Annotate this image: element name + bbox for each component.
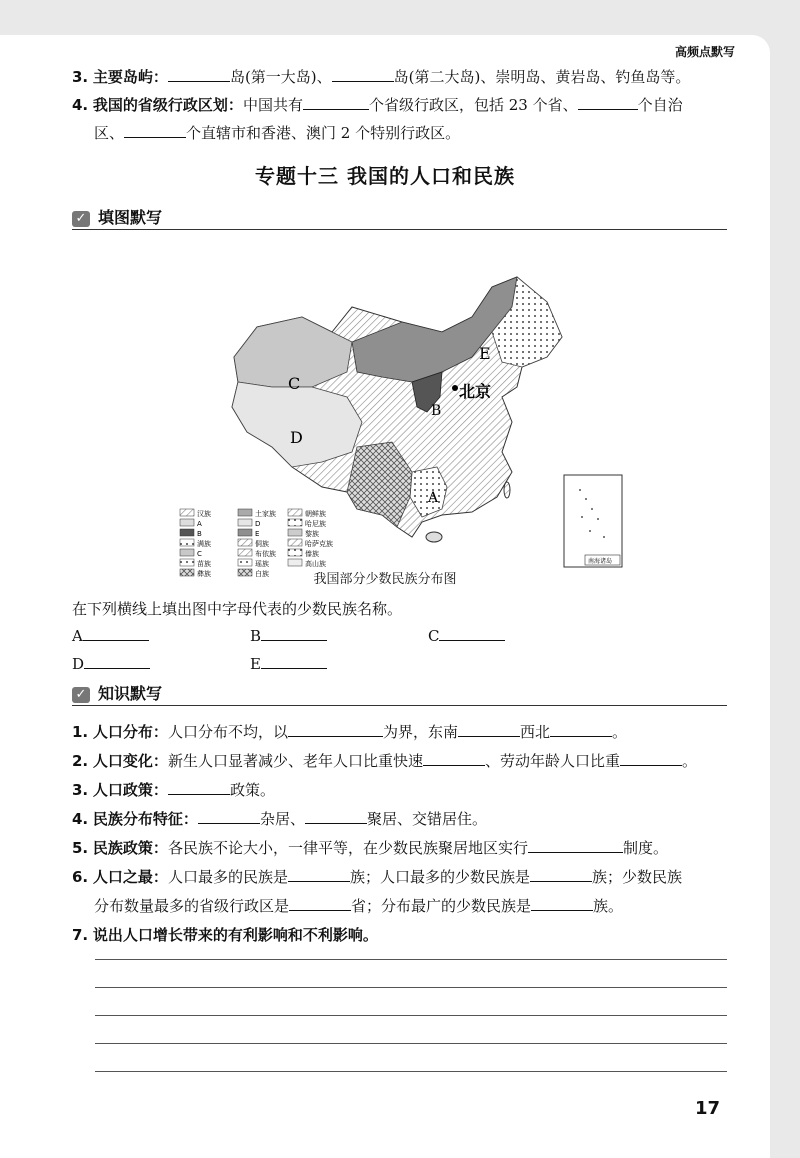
item-6-cont — [94, 895, 623, 916]
item-3 — [72, 779, 275, 800]
item-1-blank-2[interactable] — [458, 722, 520, 737]
legend-label: C — [197, 550, 202, 558]
item-4-blank-2[interactable] — [305, 809, 367, 824]
answer-line[interactable] — [95, 1043, 727, 1044]
fill-row-1 — [72, 626, 149, 645]
item-4-text-b: 聚居、交错居住。 — [366, 810, 487, 828]
legend-swatch — [238, 529, 252, 536]
ethnic-map — [172, 247, 624, 578]
legend-swatch — [288, 529, 302, 536]
item-6-text-b: 族；人口最多的少数民族是 — [349, 868, 530, 886]
section-fill-map — [72, 205, 727, 230]
legend-label: 侗族 — [255, 540, 269, 548]
q3-label: 主要岛屿： — [92, 68, 168, 86]
map-caption: 我国部分少数民族分布图 — [313, 572, 457, 587]
fill-blank-d[interactable] — [84, 654, 150, 669]
answer-line[interactable] — [95, 987, 727, 988]
item-1-blank-1[interactable] — [288, 722, 383, 737]
legend-label: 傣族 — [305, 550, 319, 558]
q4-blank-1[interactable] — [303, 95, 369, 110]
q3-blank-2[interactable] — [332, 67, 394, 82]
fill-blank-a[interactable] — [83, 626, 149, 641]
legend-swatch — [238, 559, 252, 566]
item-6-blank-3[interactable] — [289, 896, 351, 911]
answer-line[interactable] — [95, 1015, 727, 1016]
map-svg — [172, 247, 624, 578]
item-6-blank-4[interactable] — [531, 896, 593, 911]
legend-label: 汉族 — [197, 510, 211, 518]
legend-swatch — [180, 539, 194, 546]
item-6 — [72, 866, 682, 887]
q4-text-5: 个直辖市和香港、澳门 2 个特别行政区。 — [186, 124, 461, 142]
fill-blank-e[interactable] — [261, 654, 327, 669]
q4-text-1: 中国共有 — [242, 96, 303, 114]
map-letter-a: A — [428, 490, 439, 506]
section-fill-map-title: 填图默写 — [98, 208, 163, 227]
item-1-text-d: 。 — [611, 723, 627, 741]
hainan-island — [426, 532, 442, 542]
legend-swatch — [180, 559, 194, 566]
item-2-blank-1[interactable] — [423, 751, 485, 766]
item-2-number: 2. — [72, 752, 89, 770]
fill-label-e: E — [250, 655, 261, 673]
legend-swatch — [288, 549, 302, 556]
fill-row-2b — [250, 654, 327, 673]
legend-swatch — [180, 549, 194, 556]
legend-label: B — [197, 530, 202, 538]
item-5 — [72, 837, 668, 858]
item-5-text-a: 各民族不论大小，一律平等，在少数民族聚居地区实行 — [167, 839, 528, 857]
q3-text-1: 岛(第一大岛)、 — [229, 68, 332, 86]
legend-label: 满族 — [197, 540, 211, 548]
fill-row-1b — [250, 626, 327, 645]
q4-blank-2[interactable] — [578, 95, 638, 110]
beijing-marker — [452, 385, 458, 391]
legend-label: 彝族 — [197, 570, 211, 578]
question-4-cont — [94, 122, 460, 143]
map-letter-c: C — [288, 374, 301, 393]
item-2-text-a: 新生人口显著减少、老年人口比重快速 — [167, 752, 423, 770]
item-3-label: 人口政策： — [92, 781, 168, 799]
legend-swatch — [238, 519, 252, 526]
legend-label: A — [197, 520, 202, 528]
item-1 — [72, 721, 627, 742]
item-6-text-a: 人口最多的民族是 — [167, 868, 288, 886]
south-china-sea-inset — [564, 475, 622, 567]
item-6-text-d: 分布数量最多的省级行政区是 — [94, 897, 290, 915]
legend-swatch — [238, 509, 252, 516]
item-6-label: 人口之最： — [92, 868, 168, 886]
q3-number: 3. — [72, 68, 89, 86]
fill-blank-b[interactable] — [261, 626, 327, 641]
item-1-text-a: 人口分布不均，以 — [167, 723, 288, 741]
item-5-blank-1[interactable] — [528, 838, 623, 853]
item-7-label: 说出人口增长带来的有利影响和不利影响。 — [92, 926, 378, 944]
item-6-text-c: 族；少数民族 — [591, 868, 682, 886]
item-7 — [72, 924, 378, 945]
page-number: 17 — [694, 1098, 720, 1119]
item-5-label: 民族政策： — [92, 839, 168, 857]
legend-label: D — [255, 520, 261, 528]
fill-label-c: C — [428, 627, 440, 645]
legend-label: 白族 — [255, 570, 269, 578]
q4-number: 4. — [72, 96, 89, 114]
item-4-label: 民族分布特征： — [92, 810, 198, 828]
item-7-number: 7. — [72, 926, 89, 944]
check-icon: ✓ — [72, 687, 90, 703]
fill-label-a: A — [72, 627, 83, 645]
legend-swatch — [288, 519, 302, 526]
q4-text-2: 个省级行政区，包括 23 个省、 — [368, 96, 578, 114]
item-6-text-f: 族。 — [593, 897, 624, 915]
map-letter-b: B — [431, 403, 442, 419]
item-1-number: 1. — [72, 723, 89, 741]
legend-swatch — [180, 529, 194, 536]
item-2-text-c: 。 — [681, 752, 697, 770]
answer-line[interactable] — [95, 1071, 727, 1072]
legend-label: 哈尼族 — [305, 520, 326, 528]
legend-label: E — [255, 530, 260, 538]
question-4 — [72, 94, 683, 115]
section-knowledge — [72, 681, 727, 706]
taiwan-island — [504, 482, 510, 498]
map-letter-e: E — [479, 344, 491, 363]
map-city-beijing: 北京 — [459, 382, 492, 401]
legend-swatch — [238, 549, 252, 556]
inset-label: 南海诸岛 — [588, 558, 613, 565]
header-label: 高频点默写 — [674, 45, 735, 59]
check-icon: ✓ — [72, 211, 90, 227]
legend-label: 哈萨克族 — [305, 540, 333, 548]
fill-label-d: D — [72, 655, 85, 673]
legend-label: 土家族 — [255, 510, 276, 518]
item-1-text-b: 为界，东南 — [382, 723, 458, 741]
q4-blank-3[interactable] — [124, 123, 186, 138]
question-3 — [72, 66, 690, 87]
item-4-text-a: 杂居、 — [259, 810, 305, 828]
worksheet-page — [0, 35, 770, 1158]
map-letter-d: D — [290, 428, 303, 447]
q4-text-4: 区、 — [94, 124, 125, 142]
item-4-number: 4. — [72, 810, 89, 828]
item-3-blank-1[interactable] — [168, 780, 230, 795]
legend-label: 苗族 — [197, 560, 211, 568]
item-2-label: 人口变化： — [92, 752, 168, 770]
item-6-number: 6. — [72, 868, 89, 886]
fill-instruction: 在下列横线上填出图中字母代表的少数民族名称。 — [72, 600, 403, 618]
legend-swatch — [238, 539, 252, 546]
q3-text-2: 岛(第二大岛)、崇明岛、黄岩岛、钓鱼岛等。 — [393, 68, 691, 86]
q4-text-3: 个自治 — [637, 96, 683, 114]
item-5-number: 5. — [72, 839, 89, 857]
item-1-label: 人口分布： — [92, 723, 168, 741]
item-3-text-a: 政策。 — [229, 781, 275, 799]
legend-swatch — [180, 519, 194, 526]
item-4 — [72, 808, 487, 829]
item-3-number: 3. — [72, 781, 89, 799]
item-6-blank-2[interactable] — [530, 867, 592, 882]
fill-label-b: B — [250, 627, 262, 645]
item-2 — [72, 750, 697, 771]
legend-label: 布依族 — [255, 550, 276, 558]
legend-label: 黎族 — [305, 530, 319, 538]
fill-row-1c — [428, 626, 505, 645]
item-5-text-b: 制度。 — [622, 839, 668, 857]
item-1-blank-3[interactable] — [550, 722, 612, 737]
item-1-text-c: 西北 — [519, 723, 550, 741]
legend-swatch — [288, 559, 302, 566]
fill-row-2 — [72, 654, 150, 673]
fill-blank-c[interactable] — [439, 626, 505, 641]
q3-blank-1[interactable] — [168, 67, 230, 82]
answer-line[interactable] — [95, 959, 727, 960]
section-knowledge-title: 知识默写 — [98, 684, 163, 703]
legend-label: 高山族 — [305, 560, 326, 568]
item-4-blank-1[interactable] — [198, 809, 260, 824]
legend-label: 瑶族 — [255, 560, 269, 568]
legend-label: 朝鲜族 — [305, 510, 326, 518]
item-2-blank-2[interactable] — [620, 751, 682, 766]
item-6-blank-1[interactable] — [288, 867, 350, 882]
q4-label: 我国的省级行政区划： — [92, 96, 243, 114]
legend-swatch — [288, 509, 302, 516]
item-6-text-e: 省；分布最广的少数民族是 — [351, 897, 532, 915]
legend-swatch — [288, 539, 302, 546]
item-2-text-b: 、劳动年龄人口比重 — [484, 752, 620, 770]
legend-swatch — [180, 509, 194, 516]
topic-title: 专题十三 我国的人口和民族 — [255, 164, 515, 188]
